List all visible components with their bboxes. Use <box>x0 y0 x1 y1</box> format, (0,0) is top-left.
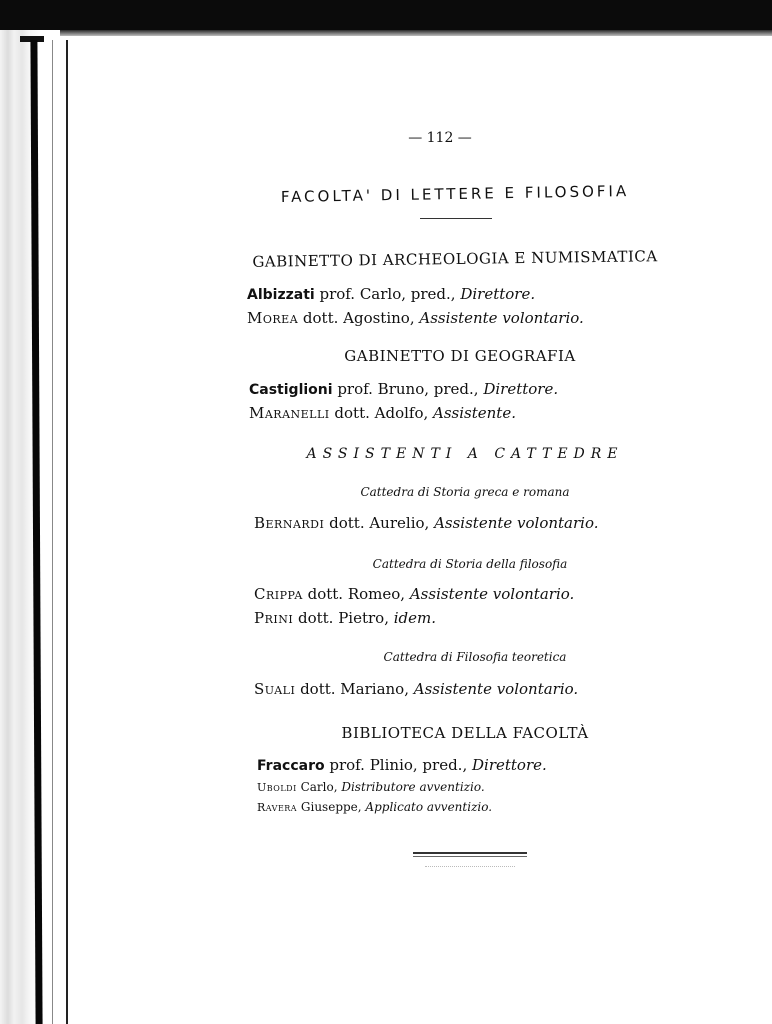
list-item <box>249 380 558 398</box>
end-rule-thin <box>413 856 527 857</box>
person-role: Direttore. <box>460 285 536 303</box>
person-name: Castiglioni <box>249 382 333 398</box>
list-item <box>247 285 535 303</box>
section-title-geografia: GABINETTO DI GEOGRAFIA <box>344 347 576 365</box>
scan-top-shadow <box>0 30 772 36</box>
person-name: Fraccaro <box>257 758 325 774</box>
person-role: Direttore. <box>483 380 559 398</box>
person-role: Assistente volontario. <box>413 680 579 698</box>
list-item <box>257 756 547 774</box>
person-details: dott. Romeo, <box>302 585 410 603</box>
person-role: Assistente volontario. <box>409 585 575 603</box>
person-details: Carlo, <box>296 780 342 794</box>
list-item <box>257 800 492 814</box>
person-details: dott. Aurelio, <box>324 514 435 532</box>
list-item <box>254 609 436 627</box>
list-item <box>247 309 584 327</box>
person-name: Suali <box>254 680 296 698</box>
faculty-title: FACOLTA' DI LETTERE E FILOSOFIA <box>280 181 630 207</box>
person-name: Maranelli <box>249 404 330 422</box>
title-rule <box>420 218 492 219</box>
person-details: prof. Bruno, pred., <box>332 380 484 398</box>
chair-title: Cattedra di Filosofia teoretica <box>383 650 567 664</box>
person-name: Ravera <box>257 801 298 814</box>
person-details: prof. Plinio, pred., <box>324 756 472 774</box>
end-rule <box>413 852 527 854</box>
book-spine-edge <box>66 40 68 1024</box>
scan-top-border <box>0 0 772 30</box>
section-title-biblioteca: BIBLIOTECA DELLA FACOLTÀ <box>341 724 589 742</box>
person-details: dott. Mariano, <box>295 680 414 698</box>
person-role: Assistente volontario. <box>434 514 599 532</box>
list-item <box>254 514 599 532</box>
person-role: idem. <box>393 609 437 627</box>
person-name: Morea <box>247 309 299 327</box>
person-name: Bernardi <box>254 514 325 532</box>
person-role: Distributore avventizio. <box>341 780 485 794</box>
person-details: dott. Pietro, <box>293 609 394 627</box>
scan-left-margin <box>0 30 60 1024</box>
book-spine-line <box>52 40 53 1024</box>
person-name: Uboldi <box>257 781 297 794</box>
person-name: Prini <box>254 609 294 627</box>
list-item <box>257 780 485 794</box>
section-title-assistenti: ASSISTENTI A CATTEDRE <box>306 446 624 462</box>
end-dotted-rule <box>425 866 515 867</box>
person-details: prof. Carlo, pred., <box>314 285 461 303</box>
chair-title: Cattedra di Storia greca e romana <box>360 485 570 499</box>
person-details: dott. Adolfo, <box>329 404 434 422</box>
list-item <box>254 680 578 698</box>
person-role: Direttore. <box>472 756 547 774</box>
person-name: Albizzati <box>247 287 315 303</box>
person-role: Assistente. <box>433 404 516 422</box>
page-number: — 112 — <box>408 130 472 146</box>
chair-title: Cattedra di Storia della filosofia <box>372 557 568 571</box>
person-details: Giuseppe, <box>297 800 366 814</box>
list-item <box>249 404 516 422</box>
person-role: Applicato avventizio. <box>365 800 493 814</box>
section-title-archeologia: GABINETTO DI ARCHEOLOGIA E NUMISMATICA <box>252 247 658 271</box>
person-details: dott. Agostino, <box>298 309 420 327</box>
person-name: Crippa <box>254 585 303 603</box>
list-item <box>254 585 574 603</box>
person-role: Assistente volontario. <box>419 309 584 327</box>
